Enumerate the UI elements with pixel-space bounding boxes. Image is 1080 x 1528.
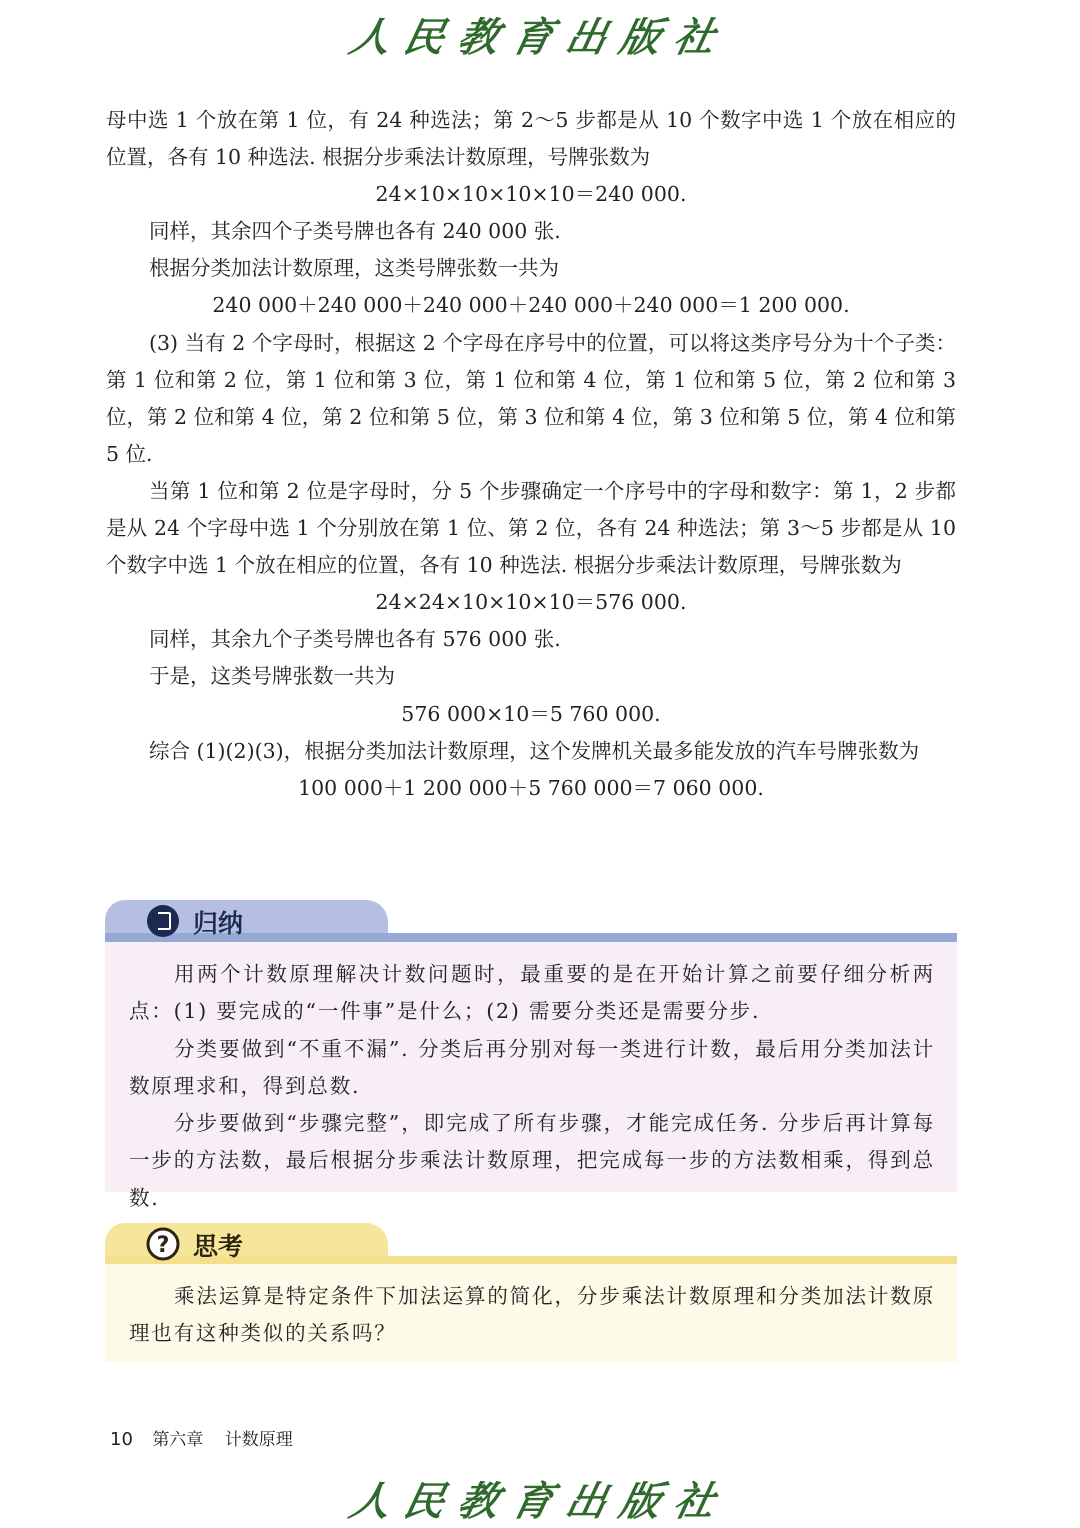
publisher-logo-bottom: 人民教育出版社 [345, 1478, 734, 1525]
sikao-header [105, 1223, 957, 1265]
equation: 24×10×10×10×10＝240 000. [375, 182, 687, 207]
paragraph: 根据分类加法计数原理，这类号牌张数一共为 [149, 256, 559, 281]
guina-header [105, 900, 957, 942]
sikao-title: 思考 [193, 1232, 244, 1261]
guina-paragraph: 用两个计数原理解决计数问题时，最重要的是在开始计算之前要仔细分析两点：(1) 要完成的“一件事”是什么；(2) 需要分类还是需要分步. [129, 962, 935, 1024]
svg-text:?: ? [156, 1233, 170, 1258]
guina-paragraph: 分步要做到“步骤完整”，即完成了所有步骤，才能完成任务. 分步后再计算每一步的方法数，最后根据分步乘法计数原理，把完成每一步的方法数相乘，得到总数. [129, 1111, 935, 1210]
paragraph: 同样，其余四个子类号牌也各有 240 000 张. [149, 219, 561, 244]
page-number: 10 [110, 1429, 133, 1450]
paragraph: 当第 1 位和第 2 位是字母时，分 5 个步骤确定一个序号中的字母和数字：第 1，2 步都是从 24 个字母中选 1 个分别放在第 1 位、第 2 位，各有 24 种选法；第 3～5 步都是从 10 个数字中选 1 个放在相应的位置，各有 10 种选法. 根据分步乘法计数原理，号牌张数为 [106, 478, 956, 578]
page-footer [110, 1425, 293, 1450]
equation: 576 000×10＝5 760 000. [401, 701, 661, 726]
guina-paragraph: 分类要做到“不重不漏”. 分类后再分别对每一类进行计数，最后用分类加法计数原理求和，得到总数. [129, 1036, 935, 1098]
sikao-paragraph: 乘法运算是特定条件下加法运算的简化，分步乘法计数原理和分类加法计数原理也有这种类似的关系吗？ [129, 1284, 935, 1346]
paragraph: 母中选 1 个放在第 1 位，有 24 种选法；第 2～5 步都是从 10 个数字中选 1 个放在相应的位置，各有 10 种选法. 根据分步乘法计数原理，号牌张数为 [106, 108, 956, 170]
paragraph: 同样，其余九个子类号牌也各有 576 000 张. [149, 627, 561, 652]
sikao-body [105, 1264, 957, 1362]
publisher-logo-top: 人民教育出版社 [345, 14, 734, 61]
equation: 100 000＋1 200 000＋5 760 000＝7 060 000. [298, 775, 764, 800]
book-icon [145, 903, 181, 939]
paragraph: 综合 (1)(2)(3)，根据分类加法计数原理，这个发牌机关最多能发放的汽车号牌张数为 [149, 738, 920, 763]
section-label: 计数原理 [224, 1430, 293, 1450]
paragraph: 于是，这类号牌张数一共为 [149, 664, 395, 689]
chapter-label: 第六章 [152, 1430, 204, 1450]
equation: 24×24×10×10×10＝576 000. [375, 590, 687, 615]
paragraph: (3) 当有 2 个字母时，根据这 2 个字母在序号中的位置，可以将这类序号分为十个子类：第 1 位和第 2 位，第 1 位和第 3 位，第 1 位和第 4 位，第 1 位和第 5 位，第 2 位和第 3 位，第 2 位和第 4 位，第 2 位和第 5 位，第 3 位和第 4 位，第 3 位和第 5 位，第 4 位和第 5 位. [106, 330, 956, 466]
guina-body [105, 942, 957, 1210]
question-icon [145, 1226, 181, 1262]
equation: 240 000＋240 000＋240 000＋240 000＋240 000＝1 200 000. [212, 293, 850, 318]
guina-title: 归纳 [193, 909, 244, 938]
main-text [106, 102, 956, 807]
